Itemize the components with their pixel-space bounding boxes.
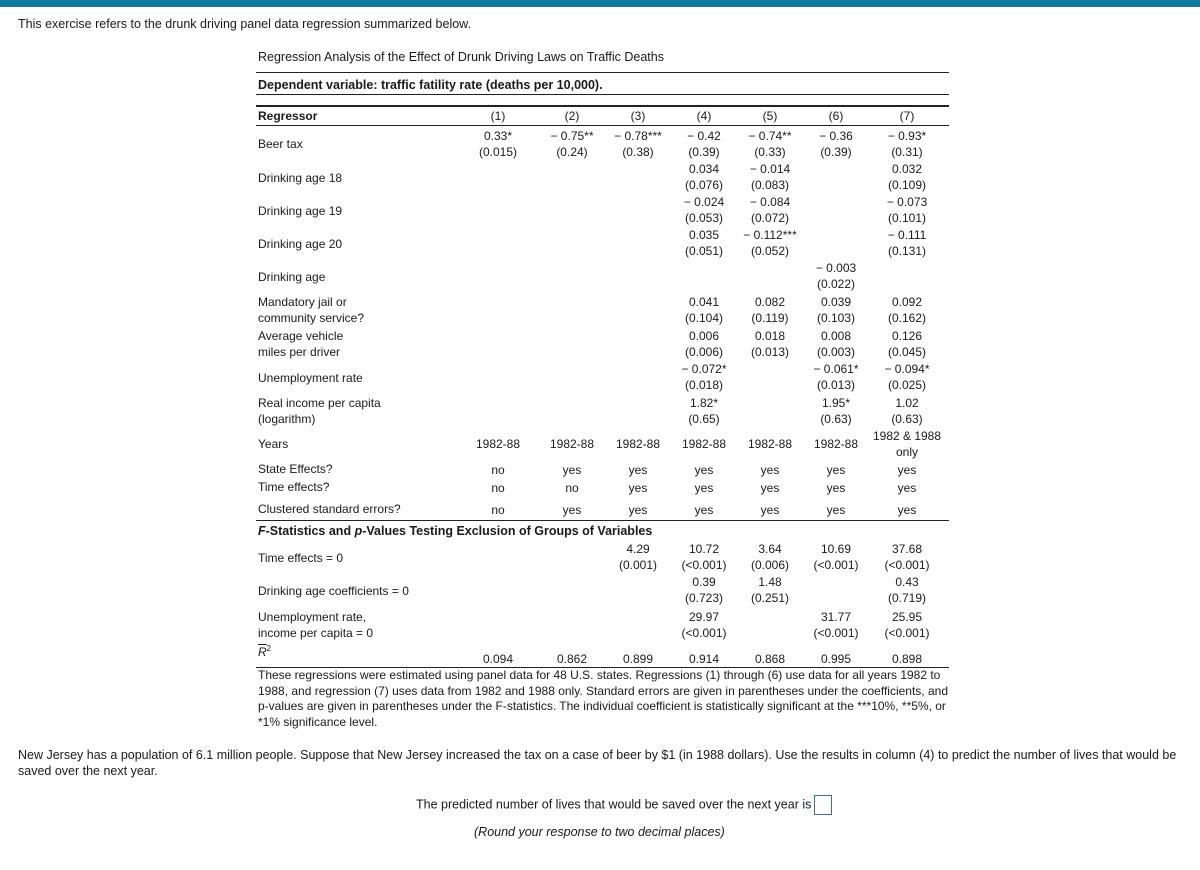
rbar2-7: 0.898 bbox=[891, 652, 923, 666]
ftest-label-unemp-line1: Unemployment rate, bbox=[258, 610, 367, 624]
ftest-heading-suffix: -Values Testing Exclusion of Groups of Variables bbox=[362, 524, 653, 538]
income-coef-6: 1.95* bbox=[821, 396, 851, 410]
rbar2-4: 0.914 bbox=[688, 652, 720, 666]
age18-se-7: (0.109) bbox=[887, 178, 927, 192]
years-6: 1982-88 bbox=[813, 437, 859, 451]
answer-input[interactable] bbox=[814, 795, 832, 815]
ftest-age-stat-5: 1.48 bbox=[758, 575, 782, 589]
column-header-1: (1) bbox=[490, 109, 506, 123]
row-label-income-line1: Real income per capita bbox=[258, 396, 381, 410]
age20-coef-5: − 0.112*** bbox=[743, 228, 797, 242]
ftest-time-stat-4: 10.72 bbox=[688, 542, 720, 556]
beer-tax-coef-7: − 0.93* bbox=[887, 129, 927, 143]
time-effects-1: no bbox=[491, 481, 505, 495]
age18-coef-5: − 0.014 bbox=[749, 162, 791, 176]
age20-se-7: (0.131) bbox=[887, 244, 927, 258]
ftest-label-time-effects: Time effects = 0 bbox=[258, 551, 344, 565]
rbar2-superscript: 2 bbox=[266, 644, 272, 653]
age19-se-5: (0.072) bbox=[750, 211, 790, 225]
answer-row bbox=[416, 795, 832, 815]
ftest-unemp-p-6: (<0.001) bbox=[813, 626, 859, 640]
ftest-time-p-5: (0.006) bbox=[750, 558, 790, 572]
beer-tax-coef-2: − 0.75** bbox=[550, 129, 594, 143]
age20-se-4: (0.051) bbox=[684, 244, 724, 258]
rbar2-symbol: $\overline{R}$ bbox=[258, 645, 267, 659]
beer-tax-se-7: (0.31) bbox=[891, 145, 923, 159]
beer-tax-coef-6: − 0.36 bbox=[819, 129, 853, 143]
state-effects-4: yes bbox=[694, 463, 714, 477]
age19-coef-4: − 0.024 bbox=[683, 195, 725, 209]
unemp-se-6: (0.013) bbox=[816, 378, 856, 392]
ftest-unemp-stat-6: 31.77 bbox=[820, 610, 852, 624]
table-note: These regressions were estimated using panel data for 48 U.S. states. Regressions (1) through (6) use data for all years 1982 to 1988, and regression (7) uses data from 1982 and 1988 only. Standard errors are given in parentheses under the coefficients, and p-values are given in parentheses under the F-statistics. The individual coefficient is statistically significant at the ***10%, **5%, or *1% significance level. bbox=[258, 668, 948, 729]
ftest-age-stat-4: 0.39 bbox=[692, 575, 716, 589]
vmt-coef-6: 0.008 bbox=[820, 329, 852, 343]
age20-se-5: (0.052) bbox=[750, 244, 790, 258]
answer-prompt: The predicted number of lives that would be saved over the next year is bbox=[416, 797, 812, 812]
time-effects-4: yes bbox=[694, 481, 714, 495]
clustered-7: yes bbox=[897, 503, 917, 517]
time-effects-6: yes bbox=[826, 481, 846, 495]
row-label-time-effects: Time effects? bbox=[258, 480, 330, 494]
age20-coef-4: 0.035 bbox=[688, 228, 720, 242]
income-se-7: (0.63) bbox=[891, 412, 923, 426]
years-4: 1982-88 bbox=[681, 437, 727, 451]
vmt-se-7: (0.045) bbox=[887, 345, 927, 359]
unemp-se-4: (0.018) bbox=[684, 378, 724, 392]
clustered-3: yes bbox=[628, 503, 648, 517]
ftest-time-stat-5: 3.64 bbox=[758, 542, 782, 556]
age20-coef-7: − 0.111 bbox=[887, 228, 927, 242]
state-effects-1: no bbox=[491, 463, 505, 477]
ftest-label-drinking-age: Drinking age coefficients = 0 bbox=[258, 584, 409, 598]
age18-coef-4: 0.034 bbox=[688, 162, 720, 176]
years-7-line2: only bbox=[895, 445, 918, 459]
ftest-unemp-p-4: (<0.001) bbox=[681, 626, 727, 640]
jail-coef-4: 0.041 bbox=[688, 295, 720, 309]
row-label-vmt-line2: miles per driver bbox=[258, 345, 341, 359]
column-header-6: (6) bbox=[828, 109, 844, 123]
beer-tax-se-1: (0.015) bbox=[478, 145, 518, 159]
ftest-age-stat-7: 0.43 bbox=[895, 575, 919, 589]
beer-tax-coef-5: − 0.74** bbox=[748, 129, 792, 143]
age18-coef-7: 0.032 bbox=[891, 162, 923, 176]
ftest-time-stat-6: 10.69 bbox=[820, 542, 852, 556]
income-coef-7: 1.02 bbox=[895, 396, 919, 410]
state-effects-6: yes bbox=[826, 463, 846, 477]
time-effects-5: yes bbox=[760, 481, 780, 495]
beer-tax-se-4: (0.39) bbox=[688, 145, 720, 159]
age18-se-5: (0.083) bbox=[750, 178, 790, 192]
ftest-unemp-stat-4: 29.97 bbox=[688, 610, 720, 624]
clustered-1: no bbox=[491, 503, 505, 517]
years-7-line1: 1982 & 1988 bbox=[872, 429, 942, 443]
table-title: Regression Analysis of the Effect of Drunk Driving Laws on Traffic Deaths bbox=[258, 50, 664, 64]
drinking-age-coef-6: − 0.003 bbox=[815, 261, 857, 275]
beer-tax-se-5: (0.33) bbox=[754, 145, 786, 159]
age19-se-4: (0.053) bbox=[684, 211, 724, 225]
ftest-label-unemp-line2: income per capita = 0 bbox=[258, 626, 374, 640]
vmt-coef-4: 0.006 bbox=[688, 329, 720, 343]
rule-header bbox=[256, 105, 949, 107]
time-effects-3: yes bbox=[628, 481, 648, 495]
age18-se-4: (0.076) bbox=[684, 178, 724, 192]
beer-tax-se-2: (0.24) bbox=[556, 145, 588, 159]
rbar2-3: 0.899 bbox=[622, 652, 654, 666]
vmt-se-4: (0.006) bbox=[684, 345, 724, 359]
rbar2-2: 0.862 bbox=[556, 652, 588, 666]
vmt-se-6: (0.003) bbox=[816, 345, 856, 359]
state-effects-2: yes bbox=[562, 463, 582, 477]
time-effects-2: no bbox=[565, 481, 579, 495]
top-accent-bar bbox=[0, 0, 1200, 7]
years-2: 1982-88 bbox=[549, 437, 595, 451]
years-3: 1982-88 bbox=[615, 437, 661, 451]
beer-tax-coef-1: 0.33* bbox=[483, 129, 513, 143]
ftest-time-p-7: (<0.001) bbox=[884, 558, 930, 572]
rule-top bbox=[256, 72, 949, 73]
row-label-drinking-age-19: Drinking age 19 bbox=[258, 204, 343, 218]
ftest-time-stat-7: 37.68 bbox=[891, 542, 923, 556]
clustered-5: yes bbox=[760, 503, 780, 517]
column-header-4: (4) bbox=[696, 109, 712, 123]
row-label-clustered: Clustered standard errors? bbox=[258, 502, 401, 516]
column-header-2: (2) bbox=[564, 109, 580, 123]
state-effects-7: yes bbox=[897, 463, 917, 477]
vmt-coef-5: 0.018 bbox=[754, 329, 786, 343]
ftest-heading-mid: -Statistics and bbox=[265, 524, 355, 538]
row-label-state-effects: State Effects? bbox=[258, 462, 333, 476]
ftest-age-p-7: (0.719) bbox=[887, 591, 927, 605]
unemp-coef-6: − 0.061* bbox=[813, 362, 859, 376]
row-label-income-line2: (logarithm) bbox=[258, 412, 316, 426]
jail-se-7: (0.162) bbox=[887, 311, 927, 325]
clustered-2: yes bbox=[562, 503, 582, 517]
rule-under-header bbox=[256, 125, 949, 126]
ftest-time-p-6: (<0.001) bbox=[813, 558, 859, 572]
state-effects-3: yes bbox=[628, 463, 648, 477]
years-5: 1982-88 bbox=[747, 437, 793, 451]
ftest-time-p-3: (0.001) bbox=[618, 558, 658, 572]
rbar2-5: 0.868 bbox=[754, 652, 786, 666]
state-effects-5: yes bbox=[760, 463, 780, 477]
ftest-age-p-5: (0.251) bbox=[750, 591, 790, 605]
unemp-se-7: (0.025) bbox=[887, 378, 927, 392]
age19-se-7: (0.101) bbox=[887, 211, 927, 225]
column-header-3: (3) bbox=[630, 109, 646, 123]
row-label-jail-line2: community service? bbox=[258, 311, 365, 325]
clustered-4: yes bbox=[694, 503, 714, 517]
rbar2-6: 0.995 bbox=[820, 652, 852, 666]
clustered-6: yes bbox=[826, 503, 846, 517]
unemp-coef-7: − 0.094* bbox=[884, 362, 930, 376]
ftest-heading-f: F bbox=[258, 524, 266, 538]
years-1: 1982-88 bbox=[475, 437, 521, 451]
ftest-heading bbox=[258, 523, 652, 539]
ftest-time-p-4: (<0.001) bbox=[681, 558, 727, 572]
ftest-time-stat-3: 4.29 bbox=[626, 542, 650, 556]
jail-se-4: (0.104) bbox=[684, 311, 724, 325]
ftest-unemp-p-7: (<0.001) bbox=[884, 626, 930, 640]
beer-tax-coef-3: − 0.78*** bbox=[614, 129, 662, 143]
vmt-se-5: (0.013) bbox=[750, 345, 790, 359]
row-label-drinking-age-18: Drinking age 18 bbox=[258, 171, 343, 185]
ftest-heading-p: p bbox=[354, 524, 363, 538]
jail-se-6: (0.103) bbox=[816, 311, 856, 325]
drinking-age-se-6: (0.022) bbox=[816, 277, 856, 291]
row-label-drinking-age-20: Drinking age 20 bbox=[258, 237, 343, 251]
rule-dep bbox=[256, 94, 949, 95]
income-se-6: (0.63) bbox=[820, 412, 852, 426]
column-header-7: (7) bbox=[899, 109, 915, 123]
age19-coef-7: − 0.073 bbox=[886, 195, 928, 209]
row-label-rbar2 bbox=[258, 644, 271, 660]
income-coef-4: 1.82* bbox=[689, 396, 719, 410]
dependent-variable: Dependent variable: traffic fatility rate (deaths per 10,000). bbox=[258, 78, 603, 92]
row-label-drinking-age: Drinking age bbox=[258, 270, 326, 284]
row-label-years: Years bbox=[258, 437, 289, 451]
regressor-header: Regressor bbox=[258, 109, 318, 123]
beer-tax-se-6: (0.39) bbox=[820, 145, 852, 159]
jail-coef-6: 0.039 bbox=[820, 295, 852, 309]
row-label-beer-tax: Beer tax bbox=[258, 137, 303, 151]
row-label-vmt-line1: Average vehicle bbox=[258, 329, 344, 343]
beer-tax-coef-4: − 0.42 bbox=[687, 129, 721, 143]
rbar2-1: 0.094 bbox=[482, 652, 514, 666]
rounding-hint: (Round your response to two decimal places) bbox=[474, 825, 725, 839]
unemp-coef-4: − 0.072* bbox=[681, 362, 727, 376]
column-header-5: (5) bbox=[762, 109, 778, 123]
time-effects-7: yes bbox=[897, 481, 917, 495]
jail-se-5: (0.119) bbox=[751, 311, 789, 325]
age19-coef-5: − 0.084 bbox=[749, 195, 791, 209]
ftest-age-p-4: (0.723) bbox=[684, 591, 724, 605]
jail-coef-5: 0.082 bbox=[754, 295, 786, 309]
income-se-4: (0.65) bbox=[688, 412, 720, 426]
row-label-unemployment: Unemployment rate bbox=[258, 371, 363, 385]
row-label-jail-line1: Mandatory jail or bbox=[258, 295, 347, 309]
ftest-unemp-stat-7: 25.95 bbox=[891, 610, 923, 624]
question-text: New Jersey has a population of 6.1 million people. Suppose that New Jersey increased the tax on a case of beer by $1 (in 1988 dollars). Use the results in column (4) to predict the number of lives that would be saved over the next year. bbox=[18, 748, 1177, 778]
rule-ftest bbox=[256, 520, 949, 521]
jail-coef-7: 0.092 bbox=[891, 295, 923, 309]
intro-text: This exercise refers to the drunk driving panel data regression summarized below. bbox=[18, 17, 471, 31]
vmt-coef-7: 0.126 bbox=[891, 329, 923, 343]
beer-tax-se-3: (0.38) bbox=[622, 145, 654, 159]
